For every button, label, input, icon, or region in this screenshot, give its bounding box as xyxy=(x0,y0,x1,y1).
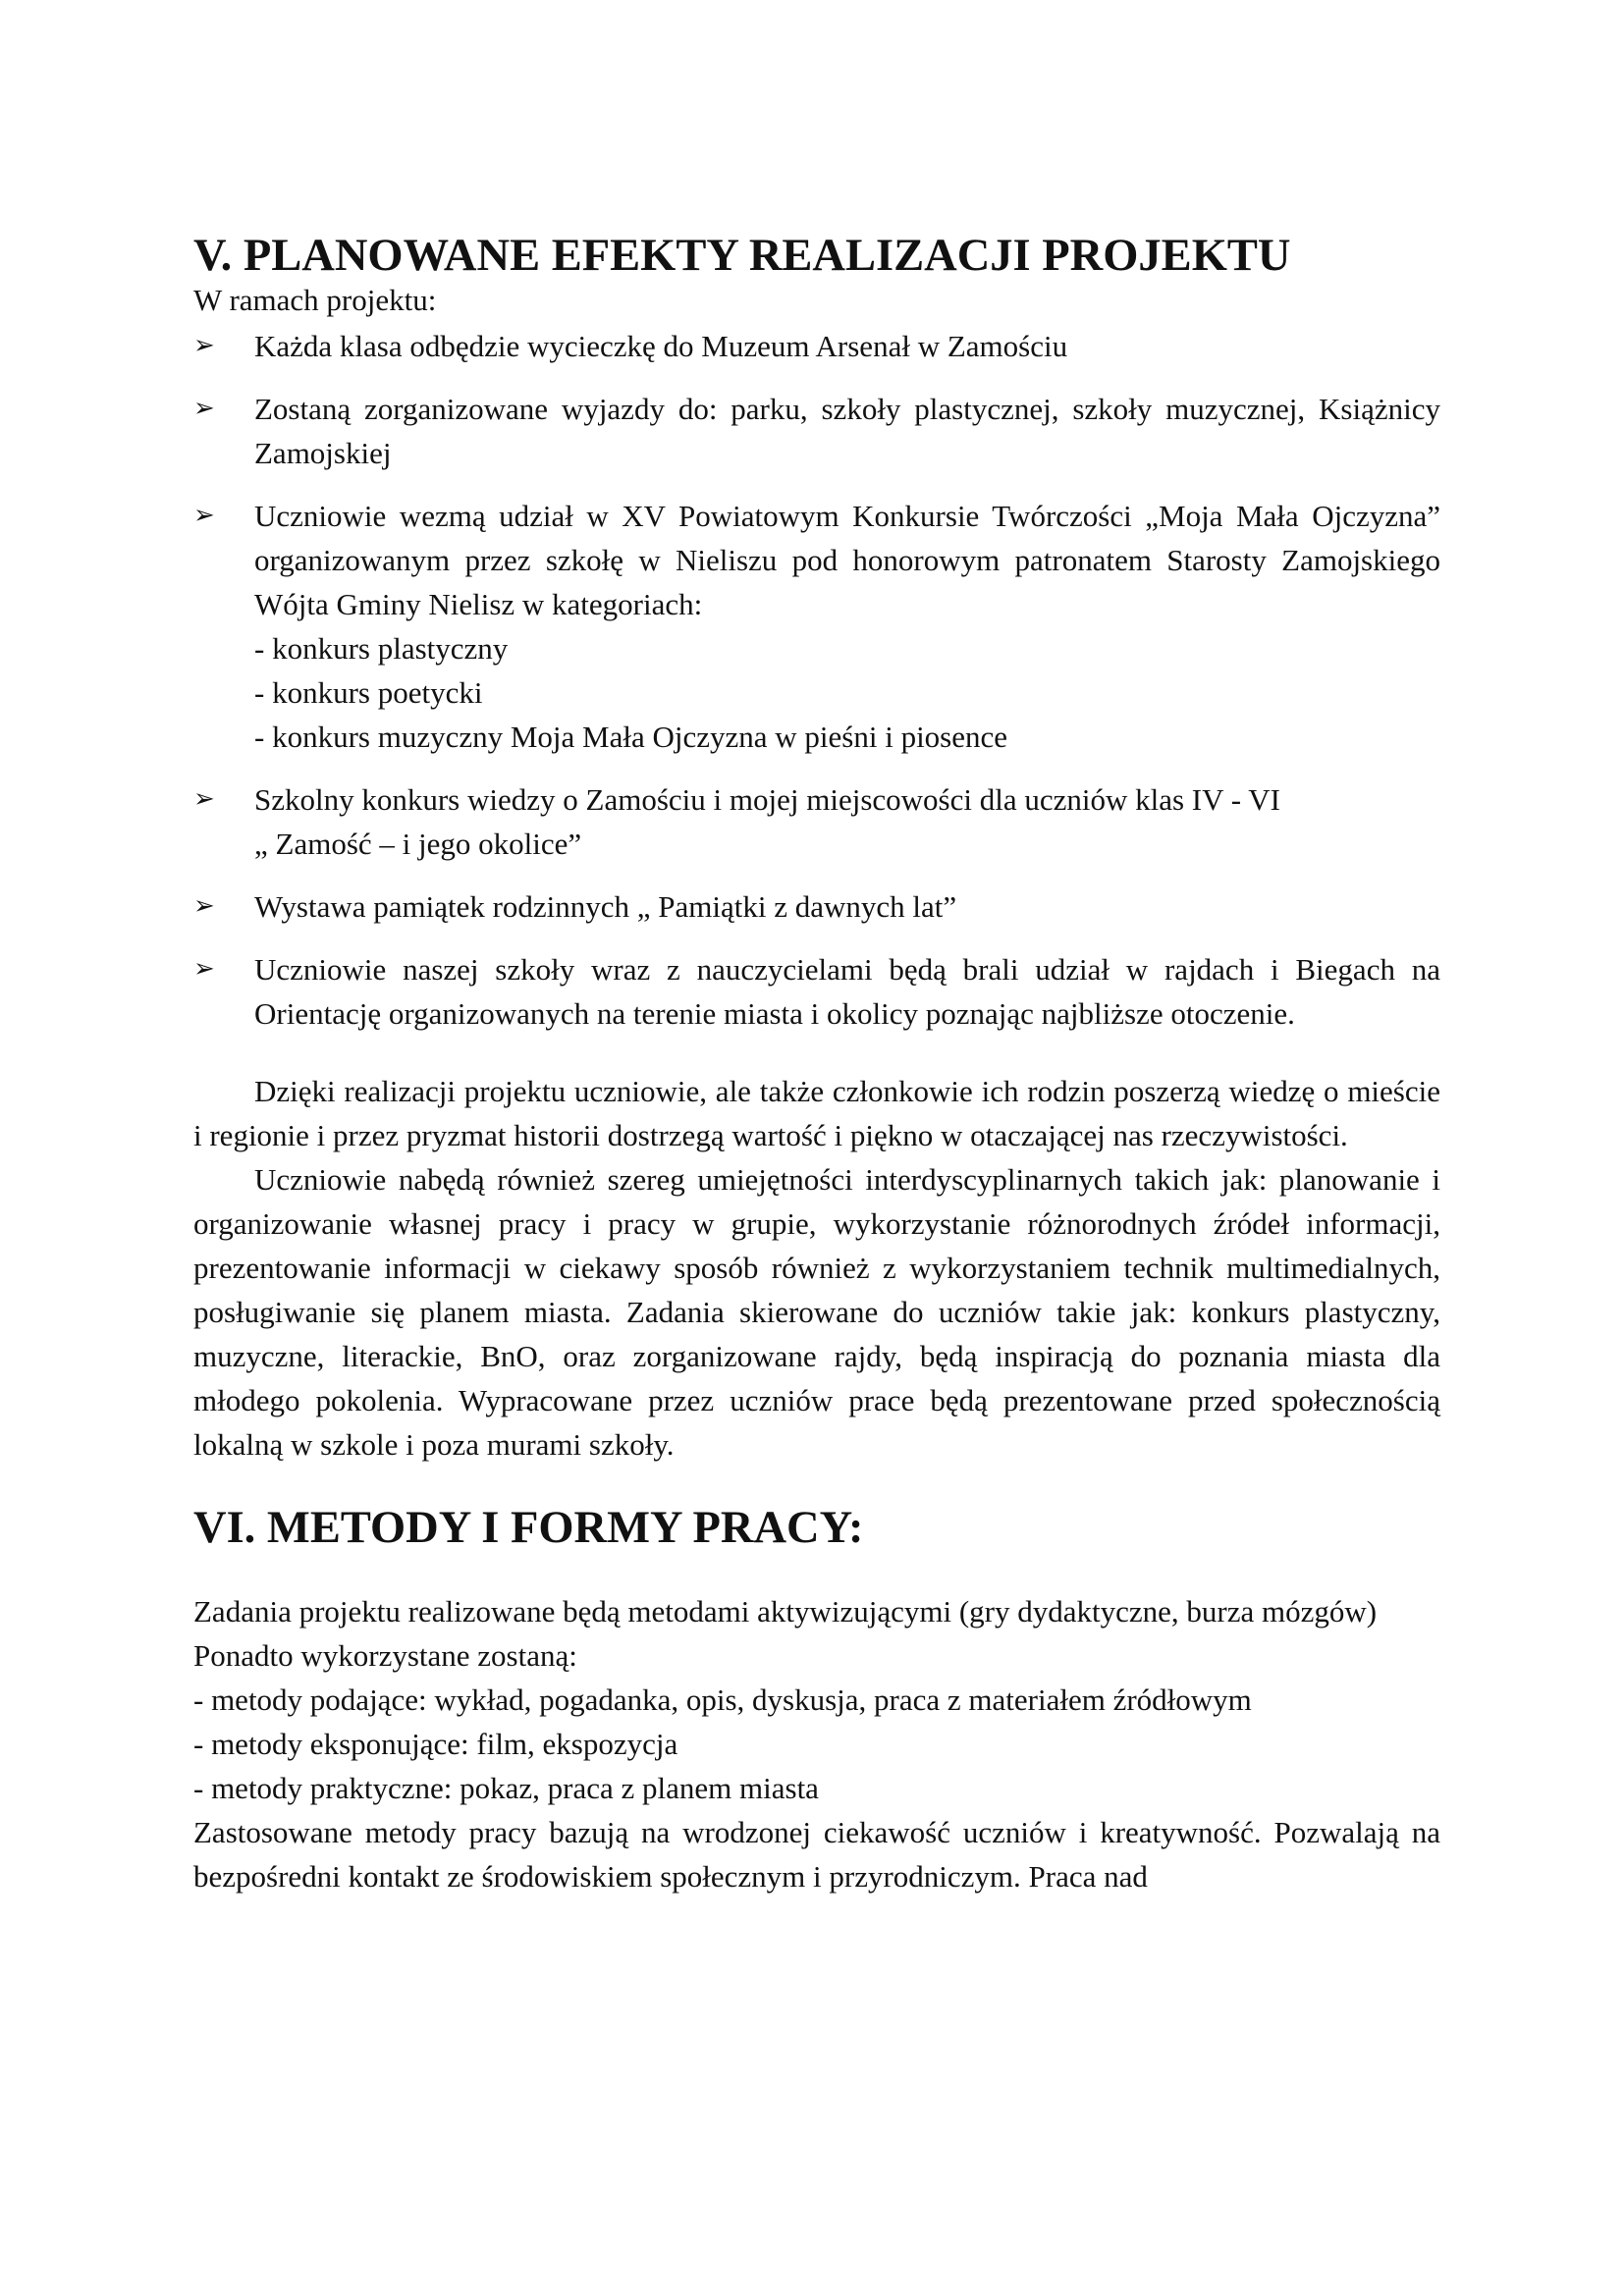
list-item xyxy=(193,947,1440,1036)
list-item xyxy=(193,777,1440,866)
paragraph: Zadania projektu realizowane będą metodami aktywizującymi (gry dydaktyczne, burza mózgów) xyxy=(193,1594,1378,1629)
arrow-bullet-icon: ➢ xyxy=(193,331,215,360)
document-page xyxy=(193,231,1440,1898)
arrow-bullet-icon: ➢ xyxy=(193,891,215,921)
paragraph: Uczniowie nabędą również szereg umiejętności interdyscyplinarnych takich jak: planowanie i organizowanie własnej pracy i pracy w grupie, wykorzystanie różnorodnych źródeł informacji, prezentowanie informacji w ciekawy sposób również z wykorzystaniem technik multimedialnych, posługiwanie się planem miasta. Zadania skierowane do uczniów takie jak: konkurs plastyczny, muzyczne, literackie, BnO, oraz zorganizowane rajdy, będą inspiracją do poznania miasta dla młodego pokolenia. Wypracowane przez uczniów prace będą prezentowane przed społecznością lokalną w szkole i poza murami szkoły. xyxy=(193,1162,1440,1462)
section-intro: W ramach projektu: xyxy=(193,283,437,317)
arrow-bullet-icon: ➢ xyxy=(193,501,215,530)
list-item-continuation: „ Zamość – i jego okolice” xyxy=(254,827,582,861)
section-heading-metody: VI. METODY I FORMY PRACY: xyxy=(193,1503,864,1553)
list-item xyxy=(193,884,1440,929)
list-item xyxy=(193,324,1440,368)
text-line: Ponadto wykorzystane zostaną: xyxy=(193,1638,577,1673)
list-item xyxy=(193,387,1440,475)
section-heading-efekty: V. PLANOWANE EFEKTY REALIZACJI PROJEKTU xyxy=(193,231,1291,281)
list-item-text: Wystawa pamiątek rodzinnych „ Pamiątki z dawnych lat” xyxy=(254,889,957,924)
list-item-text: Każda klasa odbędzie wycieczkę do Muzeum Arsenał w Zamościu xyxy=(254,329,1068,363)
paragraph: Zastosowane metody pracy bazują na wrodzonej ciekawość uczniów i kreatywność. Pozwalają na bezpośredni kontakt ze środowiskiem społecznym i przyrodniczym. Praca nad xyxy=(193,1815,1440,1894)
list-subitem: - konkurs poetycki xyxy=(254,675,483,710)
text-line: - metody podające: wykład, pogadanka, opis, dyskusja, praca z materiałem źródłowym xyxy=(193,1682,1252,1717)
spacer xyxy=(193,1467,1440,1506)
list-subitem: - konkurs muzyczny Moja Mała Ojczyzna w pieśni i piosence xyxy=(254,720,1008,754)
list-subitem: - konkurs plastyczny xyxy=(254,631,509,666)
effects-bullet-list xyxy=(193,324,1440,1036)
list-item-text: Zostaną zorganizowane wyjazdy do: parku, szkoły plastycznej, szkoły muzycznej, Książnicy Zamojskiej xyxy=(254,392,1440,470)
spacer xyxy=(193,1036,1440,1069)
text-line: - metody praktyczne: pokaz, praca z planem miasta xyxy=(193,1771,819,1805)
list-item-text: Uczniowie naszej szkoły wraz z nauczycielami będą brali udział w rajdach i Biegach na Orientację organizowanych na terenie miasta i okolicy poznając najbliższe otoczenie. xyxy=(254,952,1440,1031)
list-item-text: Uczniowie wezmą udział w XV Powiatowym Konkursie Twórczości „Moja Mała Ojczyzna” organizowanym przez szkołę w Nieliszu pod honorowym patronatem Starosty Zamojskiego Wójta Gminy Nielisz w kategoriach: xyxy=(254,499,1440,621)
spacer xyxy=(193,1550,1440,1589)
text-line: - metody eksponujące: film, ekspozycja xyxy=(193,1727,678,1761)
paragraph: Dzięki realizacji projektu uczniowie, ale także członkowie ich rodzin poszerzą wiedzę o mieście i regionie i przez pryzmat historii dostrzegą wartość i piękno w otaczającej nas rzeczywistości. xyxy=(193,1074,1440,1152)
list-item xyxy=(193,494,1440,759)
list-item-text: Szkolny konkurs wiedzy o Zamościu i mojej miejscowości dla uczniów klas IV - VI xyxy=(254,782,1280,817)
arrow-bullet-icon: ➢ xyxy=(193,394,215,423)
arrow-bullet-icon: ➢ xyxy=(193,954,215,984)
arrow-bullet-icon: ➢ xyxy=(193,784,215,814)
